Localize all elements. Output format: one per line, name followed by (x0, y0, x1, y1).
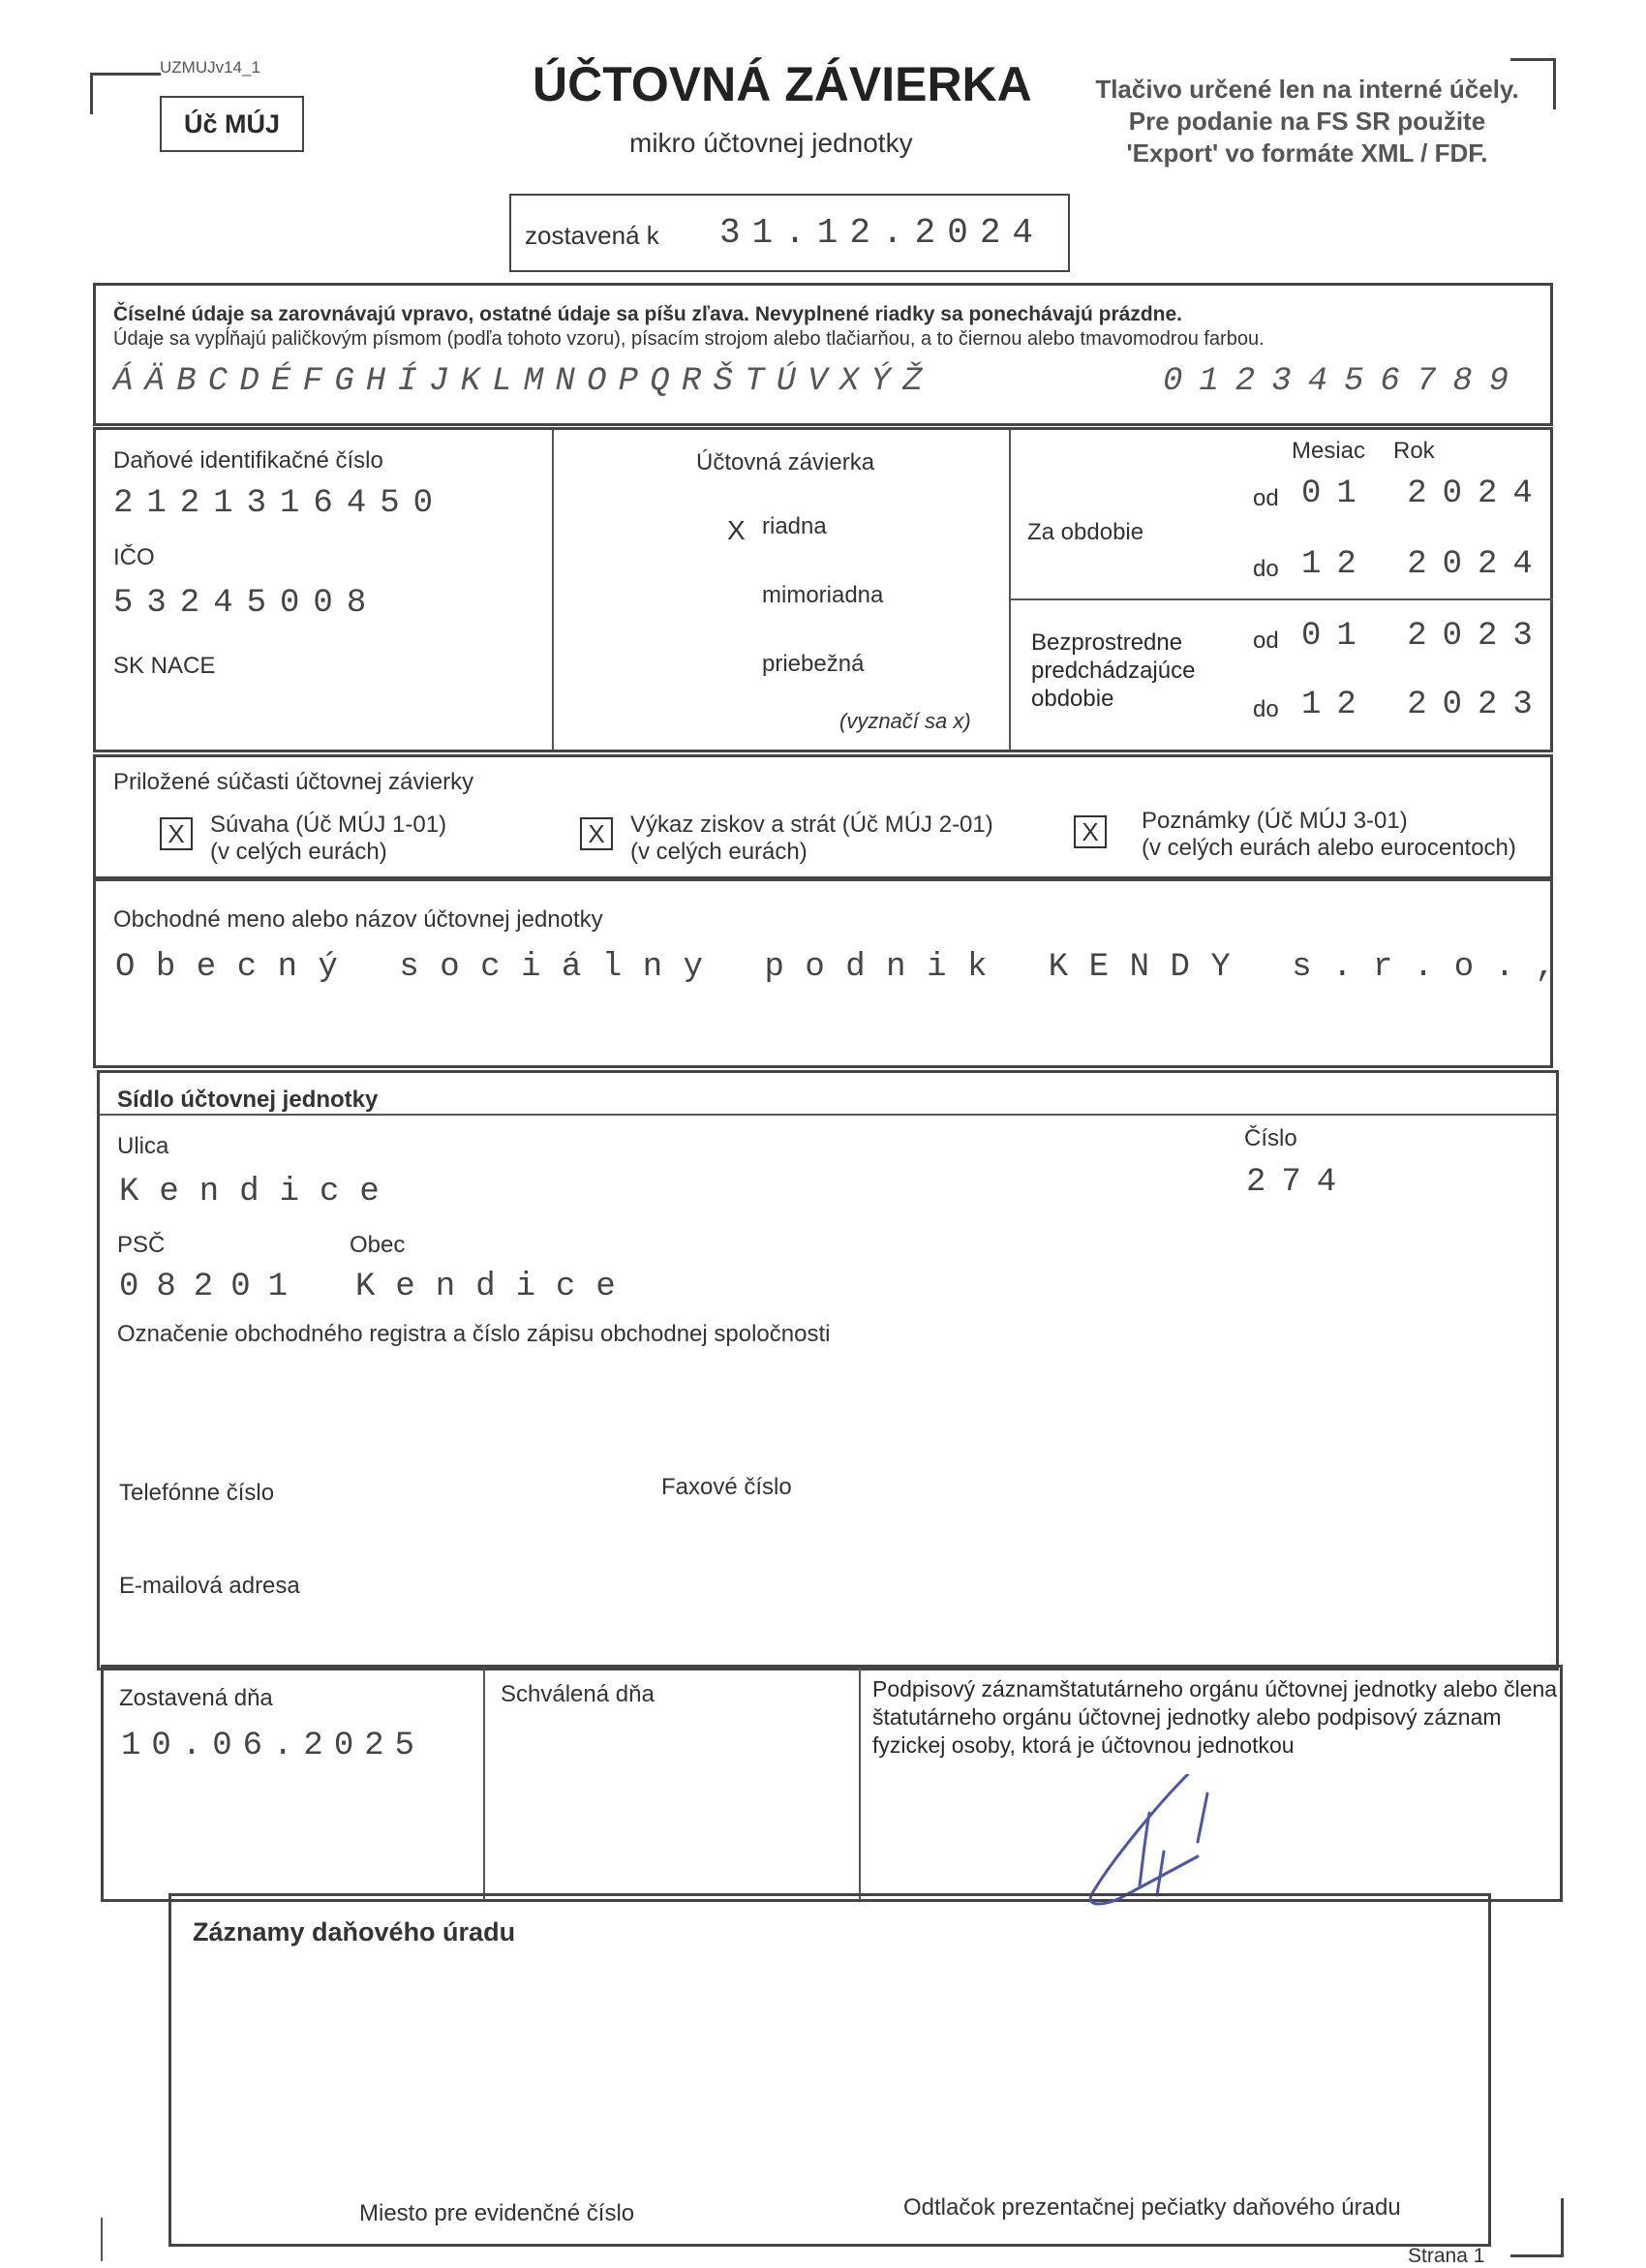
to-label: do (1253, 696, 1279, 722)
sample-letters: ÁÄBCDÉFGHÍJKLMNOPQRŠTÚVXÝŽ (113, 363, 934, 400)
prev-from-value[interactable]: 01 2023 (1301, 618, 1548, 655)
seat-box (97, 1070, 1559, 1670)
entity-name-label: Obchodné meno alebo názov účtovnej jednotky (113, 906, 603, 933)
corner-mark-bottom-left (101, 2218, 103, 2261)
signature-image (1052, 1774, 1227, 1910)
statement-type-mark[interactable]: X (727, 515, 746, 545)
prev-to-value[interactable]: 12 2023 (1301, 687, 1548, 723)
attachment-pl-note: (v celých eurách) (630, 839, 808, 865)
instructions-box (93, 283, 1553, 426)
month-header: Mesiac (1292, 438, 1366, 464)
ico-value[interactable]: 53245008 (113, 585, 381, 622)
divider (1009, 430, 1011, 750)
sample-digits: 0123456789 (1163, 363, 1526, 400)
divider (859, 1668, 861, 1900)
nace-label: SK NACE (113, 653, 216, 679)
number-value[interactable]: 274 (1246, 1164, 1353, 1201)
compiled-to-label: zostavená k (525, 221, 659, 250)
attachments-label: Priložené súčasti účtovnej závierky (113, 769, 474, 795)
instruction-line-2: Údaje sa vypĺňajú paličkovým písmom (podľa tohoto vzoru), písacím strojom alebo tlačiarňou, a to čiernou alebo tmavomodrou farbou. (113, 328, 1265, 350)
attachments-box (93, 754, 1553, 879)
from-label: od (1253, 628, 1279, 654)
divider (552, 430, 554, 750)
attachment-notes-note: (v celých eurách alebo eurocentoch) (1142, 835, 1516, 861)
page-title: ÚČTOVNÁ ZÁVIERKA (533, 57, 1032, 111)
street-label: Ulica (117, 1133, 169, 1159)
compiled-date-value[interactable]: 10.06.2025 (121, 1728, 426, 1764)
notice-line: 'Export' vo formáte XML / FDF. (1126, 138, 1488, 168)
attachment-balance-label: Súvaha (Úč MÚJ 1-01) (210, 812, 447, 838)
period-label: Za obdobie (1027, 519, 1144, 545)
approved-date-label: Schválená dňa (501, 1681, 655, 1707)
statement-type-interim[interactable]: priebežná (762, 651, 865, 677)
signature-label: Podpisový záznamštatutárneho orgánu účtovnej jednotky alebo člena štatutárneho orgánu účtovnej jednotky alebo podpisový záznam fyzickej osoby, ktorá je účtovnou jednotkou (872, 1676, 1558, 1758)
city-label: Obec (350, 1232, 406, 1258)
statement-type-hint: (vyznačí sa x) (839, 709, 971, 733)
zip-label: PSČ (117, 1232, 166, 1258)
register-label: Označenie obchodného registra a číslo zápisu obchodnej spoločnosti (117, 1321, 831, 1347)
period-to-value[interactable]: 12 2024 (1301, 546, 1548, 583)
year-header: Rok (1393, 438, 1435, 464)
form-badge: Úč MÚJ (160, 96, 304, 152)
dic-label: Daňové identifikačné číslo (113, 447, 383, 474)
page-subtitle: mikro účtovnej jednotky (629, 128, 913, 158)
attachment-balance-note: (v celých eurách) (210, 839, 387, 865)
divider (1011, 598, 1553, 600)
number-label: Číslo (1244, 1125, 1297, 1151)
attachment-pl-label: Výkaz ziskov a strát (Úč MÚJ 2-01) (630, 812, 993, 838)
attachment-checkbox-balance[interactable]: X (160, 817, 193, 850)
divider (483, 1668, 485, 1900)
prev-period-line: predchádzajúce (1031, 658, 1196, 684)
phone-label: Telefónne číslo (119, 1480, 275, 1506)
fax-label: Faxové číslo (661, 1474, 792, 1500)
identity-box (93, 427, 1553, 752)
seat-heading: Sídlo účtovnej jednotky (117, 1087, 379, 1113)
entity-name-value[interactable]: Obecný sociálny podnik KENDY s.r.o., (115, 949, 1576, 986)
prev-period-line: obdobie (1031, 686, 1114, 712)
internal-use-notice (1070, 74, 1544, 169)
tax-office-heading: Záznamy daňového úradu (193, 1917, 516, 1946)
corner-mark-top-left (90, 73, 161, 114)
attachment-checkbox-pl[interactable]: X (580, 817, 613, 850)
period-from-value[interactable]: 01 2024 (1301, 475, 1548, 512)
street-value[interactable]: Kendice (119, 1174, 400, 1211)
statement-type-label: Účtovná závierka (696, 449, 875, 475)
form-code: UZMUJv14_1 (160, 58, 260, 77)
email-label: E-mailová adresa (119, 1573, 300, 1599)
statement-type-regular[interactable]: riadna (762, 513, 827, 539)
tax-office-box (168, 1893, 1491, 2247)
attachment-checkbox-notes[interactable]: X (1074, 815, 1107, 848)
compiled-date-label: Zostavená dňa (119, 1685, 273, 1711)
entity-name-box (93, 878, 1576, 1068)
page-number: Strana 1 (1408, 2245, 1485, 2267)
compiled-to-value[interactable]: 31.12.2024 (719, 213, 1046, 253)
from-label: od (1253, 485, 1279, 511)
prev-period-line: Bezprostredne (1031, 629, 1183, 656)
notice-line: Pre podanie na FS SR použite (1128, 107, 1486, 136)
zip-value[interactable]: 08201 (119, 1269, 306, 1305)
prev-period-label (1031, 628, 1195, 713)
attachment-notes-label: Poznámky (Úč MÚJ 3-01) (1142, 808, 1408, 834)
corner-mark-bottom-right (1510, 2198, 1564, 2257)
compiled-to-box (509, 194, 1070, 272)
statement-type-extraordinary[interactable]: mimoriadna (762, 582, 884, 608)
stamp-label: Odtlačok prezentačnej pečiatky daňového úradu (903, 2194, 1401, 2221)
ico-label: IČO (113, 544, 155, 570)
to-label: do (1253, 556, 1279, 582)
dic-value[interactable]: 2121316450 (113, 485, 447, 522)
divider (100, 1114, 1556, 1116)
instruction-line-1: Číselné údaje sa zarovnávajú vpravo, ostatné údaje sa píšu zľava. Nevyplnené riadky sa ponechávajú prázdne. (113, 303, 1183, 325)
evidence-number-label: Miesto pre evidenčné číslo (359, 2200, 635, 2226)
notice-line: Tlačivo určené len na interné účely. (1095, 75, 1519, 104)
city-value[interactable]: Kendice (355, 1269, 636, 1305)
dates-box (101, 1665, 1563, 1902)
